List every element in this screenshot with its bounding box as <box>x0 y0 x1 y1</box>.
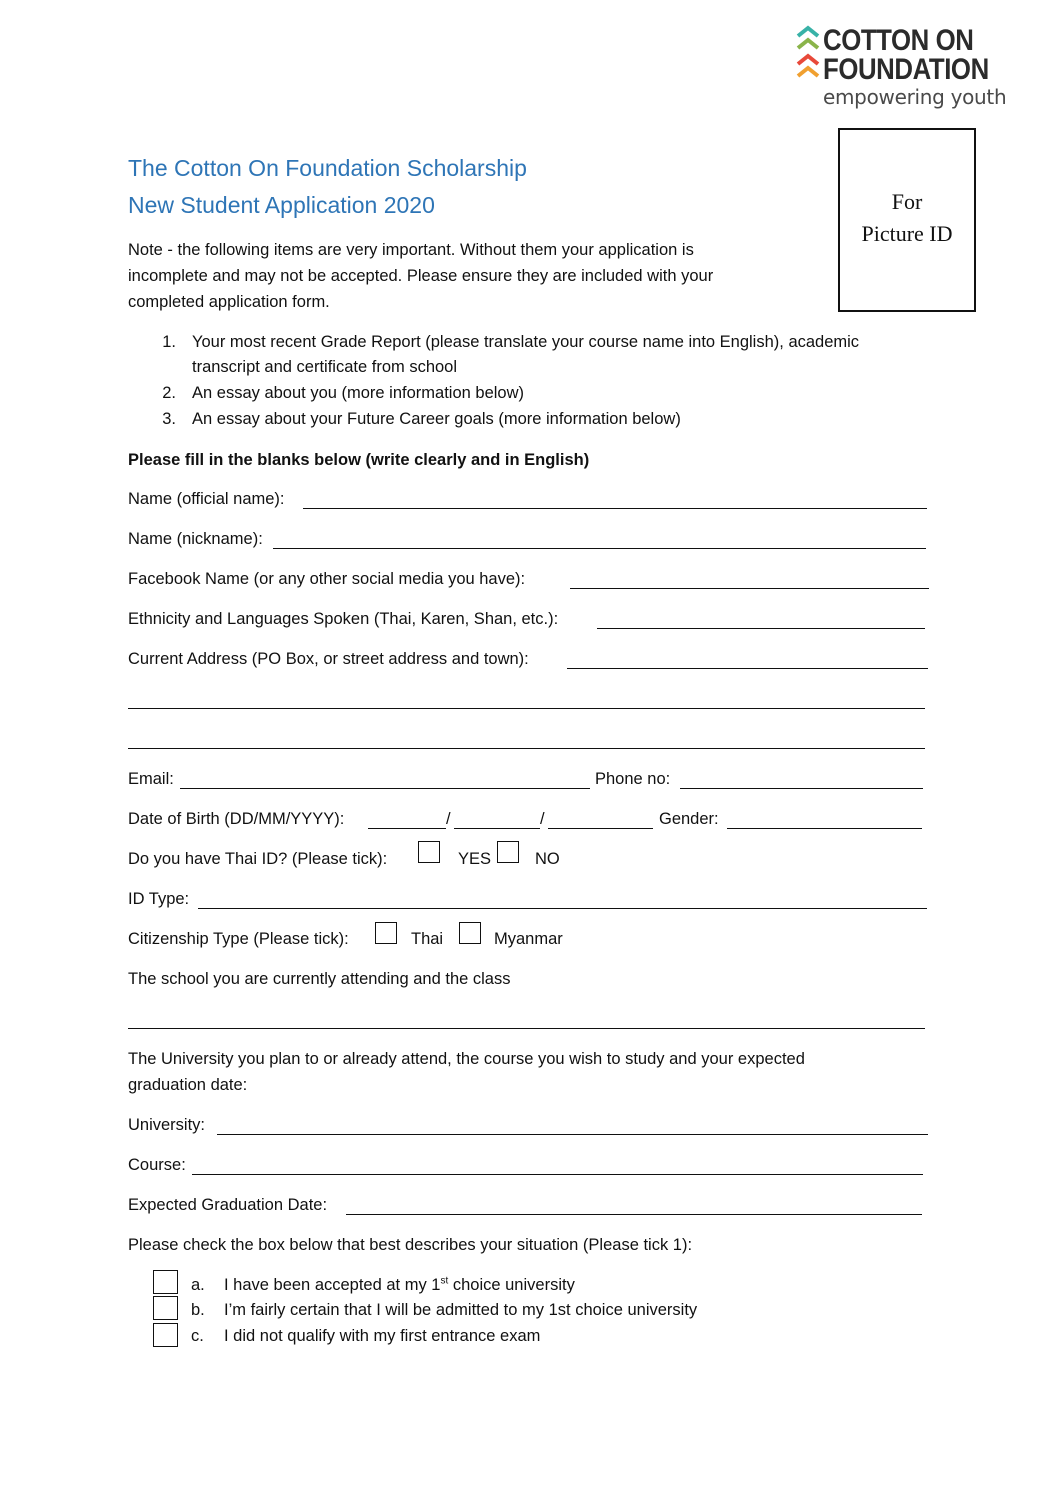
thai-id-label: Do you have Thai ID? (Please tick): <box>128 850 388 868</box>
situation-c-label: I did not qualify with my first entrance exam <box>224 1327 541 1345</box>
thai-id-no-checkbox[interactable] <box>497 841 519 863</box>
note-line-1: Note - the following items are very important. Without them your application is <box>128 241 694 259</box>
nickname-label: Name (nickname): <box>128 530 263 548</box>
thai-id-yes-checkbox[interactable] <box>418 841 440 863</box>
list-item-number: 2. <box>162 384 176 402</box>
foundation-logo <box>796 24 1016 116</box>
gender-label: Gender: <box>659 810 719 828</box>
situation-prompt: Please check the box below that best describes your situation (Please tick 1): <box>128 1236 693 1254</box>
email-label: Email: <box>128 770 174 788</box>
university-intro-line-2: graduation date: <box>128 1076 248 1094</box>
phone-field[interactable] <box>680 788 923 789</box>
note-line-2: incomplete and may not be accepted. Please ensure they are included with your <box>128 267 714 285</box>
situation-a-checkbox[interactable] <box>153 1270 178 1294</box>
list-item-number: 1. <box>162 333 176 351</box>
dob-month-field[interactable] <box>454 828 540 829</box>
facebook-label: Facebook Name (or any other social media you have): <box>128 570 526 588</box>
situation-b-label: I’m fairly certain that I will be admitted to my 1st choice university <box>224 1301 698 1319</box>
list-item: An essay about your Future Career goals (more information below) <box>192 410 681 428</box>
note-line-3: completed application form. <box>128 293 330 311</box>
ethnicity-field[interactable] <box>597 628 925 629</box>
graduation-date-label: Expected Graduation Date: <box>128 1196 328 1214</box>
citizenship-myanmar-checkbox[interactable] <box>459 922 481 944</box>
citizenship-label: Citizenship Type (Please tick): <box>128 930 349 948</box>
official-name-field[interactable] <box>303 508 927 509</box>
chevron-logo-icon <box>796 24 820 84</box>
school-field[interactable] <box>128 1028 925 1029</box>
list-item-number: 3. <box>162 410 176 428</box>
address-field-line-1[interactable] <box>567 668 928 669</box>
situation-c-letter: c. <box>191 1327 204 1345</box>
citizenship-thai-label: Thai <box>411 930 444 948</box>
page-subtitle: New Student Application 2020 <box>128 192 435 218</box>
id-type-label: ID Type: <box>128 890 190 908</box>
facebook-field[interactable] <box>570 588 929 589</box>
nickname-field[interactable] <box>273 548 926 549</box>
phone-label: Phone no: <box>595 770 671 788</box>
school-label: The school you are currently attending and the class <box>128 970 511 988</box>
list-item: Your most recent Grade Report (please translate your course name into English), academic <box>192 333 860 351</box>
graduation-date-field[interactable] <box>346 1214 922 1215</box>
university-field[interactable] <box>217 1134 928 1135</box>
address-field-line-2[interactable] <box>128 708 925 709</box>
address-label: Current Address (PO Box, or street address and town): <box>128 650 529 668</box>
logo-line-1: COTTON ON <box>823 24 974 57</box>
situation-a-letter: a. <box>191 1276 205 1294</box>
picture-box-line-1: For <box>891 189 923 214</box>
course-field[interactable] <box>192 1174 923 1175</box>
thai-id-yes-label: YES <box>458 850 492 868</box>
citizenship-myanmar-label: Myanmar <box>494 930 563 948</box>
picture-box-line-2: Picture ID <box>861 221 953 246</box>
gender-field[interactable] <box>727 828 922 829</box>
picture-id-box[interactable] <box>838 128 976 312</box>
address-field-line-3[interactable] <box>128 748 925 749</box>
dob-year-field[interactable] <box>548 828 653 829</box>
dob-separator: / <box>540 810 545 828</box>
instructions-heading: Please fill in the blanks below (write clearly and in English) <box>128 451 590 469</box>
dob-day-field[interactable] <box>368 828 446 829</box>
university-intro-line-1: The University you plan to or already attend, the course you wish to study and your expected <box>128 1050 805 1068</box>
dob-separator: / <box>446 810 451 828</box>
official-name-label: Name (official name): <box>128 490 285 508</box>
citizenship-thai-checkbox[interactable] <box>375 922 397 944</box>
university-label: University: <box>128 1116 206 1134</box>
course-label: Course: <box>128 1156 186 1174</box>
situation-b-checkbox[interactable] <box>153 1296 178 1320</box>
list-item: An essay about you (more information below) <box>192 384 524 402</box>
dob-label: Date of Birth (DD/MM/YYYY): <box>128 810 345 828</box>
thai-id-no-label: NO <box>535 850 560 868</box>
logo-line-2: FOUNDATION <box>823 53 989 86</box>
email-field[interactable] <box>180 788 590 789</box>
id-type-field[interactable] <box>198 908 927 909</box>
situation-b-letter: b. <box>191 1301 205 1319</box>
list-item-continued: transcript and certificate from school <box>192 358 458 376</box>
page-title: The Cotton On Foundation Scholarship <box>128 155 527 181</box>
situation-c-checkbox[interactable] <box>153 1323 178 1347</box>
ethnicity-label: Ethnicity and Languages Spoken (Thai, Karen, Shan, etc.): <box>128 610 559 628</box>
situation-a-label: I have been accepted at my 1st choice university <box>224 1275 575 1294</box>
logo-tagline: empowering youth <box>823 85 1007 109</box>
